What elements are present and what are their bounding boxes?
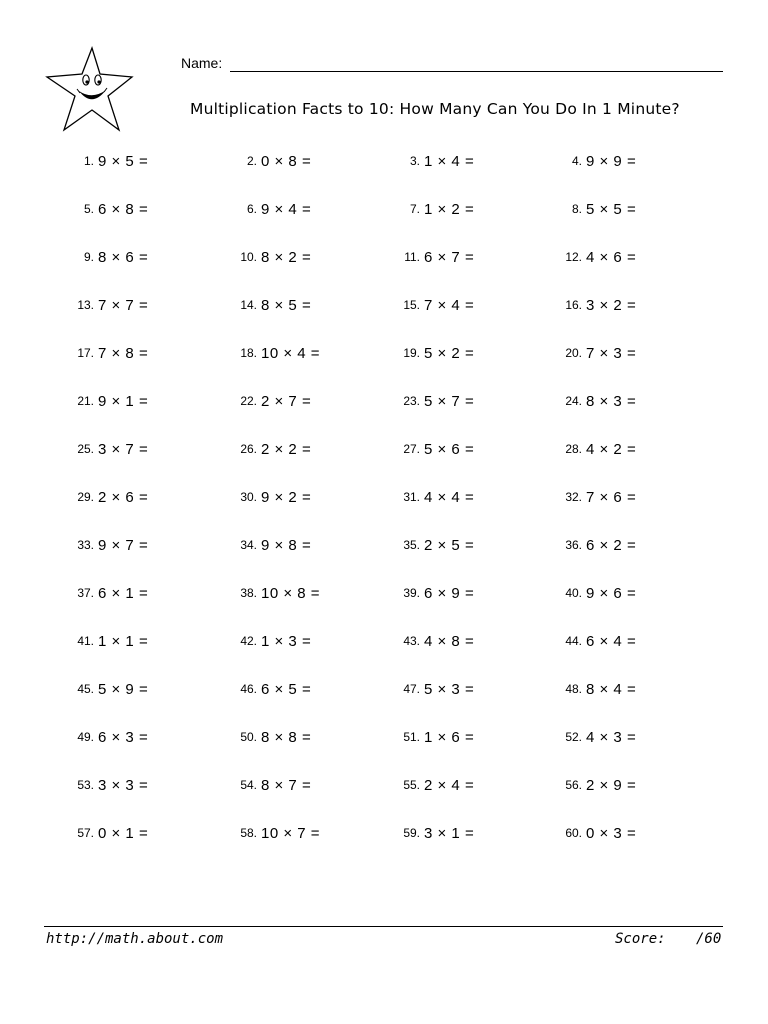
problem-number: 46. (240, 682, 257, 696)
problem-number: 26. (240, 442, 257, 456)
problem-number: 49. (77, 730, 94, 744)
problem-number: 7. (409, 202, 420, 216)
score-label: Score: (615, 931, 666, 947)
problem-number: 48. (565, 682, 582, 696)
problem-expression[interactable]: 5 × 3 = (424, 681, 475, 698)
problem-expression[interactable]: 6 × 9 = (424, 585, 475, 602)
problem-number: 47. (403, 682, 420, 696)
problem-number: 35. (403, 538, 420, 552)
problem-number: 57. (77, 826, 94, 840)
problem-expression[interactable]: 1 × 2 = (424, 201, 475, 218)
problem-expression[interactable]: 3 × 7 = (98, 441, 149, 458)
problem-number: 56. (565, 778, 582, 792)
problem-expression[interactable]: 8 × 3 = (586, 393, 637, 410)
problem-expression[interactable]: 4 × 4 = (424, 489, 475, 506)
problem-expression[interactable]: 8 × 2 = (261, 249, 312, 266)
problem-expression[interactable]: 6 × 4 = (586, 633, 637, 650)
problem-number: 50. (240, 730, 257, 744)
problem-number: 51. (403, 730, 420, 744)
problem-number: 8. (571, 202, 582, 216)
problem-number: 2. (246, 154, 257, 168)
problem-expression[interactable]: 4 × 3 = (586, 729, 637, 746)
problem-expression[interactable]: 10 × 8 = (261, 585, 321, 602)
star-right-eye (95, 75, 101, 85)
problem-expression[interactable]: 1 × 3 = (261, 633, 312, 650)
problem-number: 58. (240, 826, 257, 840)
footer-divider (44, 926, 723, 927)
problem-expression[interactable]: 2 × 2 = (261, 441, 312, 458)
problem-expression[interactable]: 4 × 6 = (586, 249, 637, 266)
worksheet-title: Multiplication Facts to 10: How Many Can You Do In 1 Minute? (190, 100, 680, 118)
problem-expression[interactable]: 3 × 1 = (424, 825, 475, 842)
problem-number: 4. (571, 154, 582, 168)
problem-number: 6. (246, 202, 257, 216)
problem-number: 5. (83, 202, 94, 216)
problem-number: 54. (240, 778, 257, 792)
problem-number: 12. (565, 250, 582, 264)
problem-expression[interactable]: 9 × 6 = (586, 585, 637, 602)
problem-number: 38. (240, 586, 257, 600)
problem-expression[interactable]: 9 × 5 = (98, 153, 149, 170)
problem-number: 42. (240, 634, 257, 648)
problem-expression[interactable]: 9 × 4 = (261, 201, 312, 218)
problem-expression[interactable]: 6 × 8 = (98, 201, 149, 218)
problem-number: 11. (404, 250, 420, 264)
score-total: /60 (696, 931, 722, 947)
problem-expression[interactable]: 8 × 8 = (261, 729, 312, 746)
problem-expression[interactable]: 2 × 6 = (98, 489, 149, 506)
problem-expression[interactable]: 9 × 9 = (586, 153, 637, 170)
problem-number: 43. (403, 634, 420, 648)
problem-number: 9. (83, 250, 94, 264)
problem-expression[interactable]: 8 × 4 = (586, 681, 637, 698)
problem-number: 32. (565, 490, 582, 504)
problem-number: 55. (403, 778, 420, 792)
problem-number: 17. (77, 346, 94, 360)
problem-number: 28. (565, 442, 582, 456)
problem-number: 60. (565, 826, 582, 840)
problem-number: 18. (240, 346, 257, 360)
problem-number: 22. (240, 394, 257, 408)
problem-number: 1. (83, 154, 94, 168)
problem-expression[interactable]: 2 × 9 = (586, 777, 637, 794)
problem-expression[interactable]: 4 × 2 = (586, 441, 637, 458)
problem-expression[interactable]: 10 × 7 = (261, 825, 321, 842)
problem-expression[interactable]: 7 × 6 = (586, 489, 637, 506)
problem-number: 40. (565, 586, 582, 600)
problem-expression[interactable]: 8 × 6 = (98, 249, 149, 266)
problem-number: 53. (77, 778, 94, 792)
problem-number: 10. (240, 250, 257, 264)
source-url: http://math.about.com (46, 931, 224, 947)
problem-expression[interactable]: 6 × 5 = (261, 681, 312, 698)
problem-number: 14. (240, 298, 257, 312)
problem-expression[interactable]: 9 × 2 = (261, 489, 312, 506)
problem-number: 3. (409, 154, 420, 168)
problem-expression[interactable]: 9 × 7 = (98, 537, 149, 554)
problem-expression[interactable]: 10 × 4 = (261, 345, 321, 362)
problem-number: 34. (240, 538, 257, 552)
problem-number: 44. (565, 634, 582, 648)
star-outline (47, 48, 132, 130)
problem-expression[interactable]: 1 × 6 = (424, 729, 475, 746)
problem-number: 20. (565, 346, 582, 360)
problem-number: 39. (403, 586, 420, 600)
problem-number: 41. (77, 634, 94, 648)
problem-expression[interactable]: 3 × 2 = (586, 297, 637, 314)
problem-number: 19. (403, 346, 420, 360)
problem-expression[interactable]: 3 × 3 = (98, 777, 149, 794)
problem-expression[interactable]: 6 × 3 = (98, 729, 149, 746)
name-label: Name: (181, 55, 223, 71)
problem-number: 23. (403, 394, 420, 408)
problem-expression[interactable]: 7 × 7 = (98, 297, 149, 314)
problem-expression[interactable]: 9 × 1 = (98, 393, 149, 410)
problem-expression[interactable]: 7 × 4 = (424, 297, 475, 314)
problem-number: 37. (77, 586, 94, 600)
problem-expression[interactable]: 5 × 5 = (586, 201, 637, 218)
problem-expression[interactable]: 0 × 3 = (586, 825, 637, 842)
problem-expression[interactable]: 5 × 9 = (98, 681, 149, 698)
problem-number: 59. (403, 826, 420, 840)
problem-expression[interactable]: 8 × 7 = (261, 777, 312, 794)
problem-expression[interactable]: 0 × 8 = (261, 153, 312, 170)
problem-expression[interactable]: 1 × 4 = (424, 153, 475, 170)
problem-number: 31. (403, 490, 420, 504)
problem-expression[interactable]: 6 × 1 = (98, 585, 149, 602)
problem-expression[interactable]: 2 × 5 = (424, 537, 475, 554)
smiling-star-icon (44, 44, 168, 134)
problem-expression[interactable]: 7 × 8 = (98, 345, 149, 362)
problem-expression[interactable]: 2 × 4 = (424, 777, 475, 794)
name-line[interactable] (230, 71, 723, 72)
problem-expression[interactable]: 1 × 1 = (98, 633, 149, 650)
problem-expression[interactable]: 8 × 5 = (261, 297, 312, 314)
problem-expression[interactable]: 5 × 7 = (424, 393, 475, 410)
star-left-eye (83, 75, 89, 85)
problem-number: 13. (77, 298, 94, 312)
problem-number: 33. (77, 538, 94, 552)
problem-number: 30. (240, 490, 257, 504)
problem-expression[interactable]: 5 × 6 = (424, 441, 475, 458)
problem-number: 16. (565, 298, 582, 312)
problem-expression[interactable]: 7 × 3 = (586, 345, 637, 362)
problem-expression[interactable]: 6 × 2 = (586, 537, 637, 554)
problem-expression[interactable]: 2 × 7 = (261, 393, 312, 410)
problem-number: 45. (77, 682, 94, 696)
problem-expression[interactable]: 9 × 8 = (261, 537, 312, 554)
problem-number: 29. (77, 490, 94, 504)
problem-expression[interactable]: 0 × 1 = (98, 825, 149, 842)
problem-number: 24. (565, 394, 582, 408)
problem-number: 52. (565, 730, 582, 744)
problem-number: 36. (565, 538, 582, 552)
problem-expression[interactable]: 4 × 8 = (424, 633, 475, 650)
problem-number: 21. (77, 394, 94, 408)
problem-number: 25. (77, 442, 94, 456)
problem-expression[interactable]: 6 × 7 = (424, 249, 475, 266)
problem-expression[interactable]: 5 × 2 = (424, 345, 475, 362)
problem-number: 27. (403, 442, 420, 456)
problem-number: 15. (403, 298, 420, 312)
